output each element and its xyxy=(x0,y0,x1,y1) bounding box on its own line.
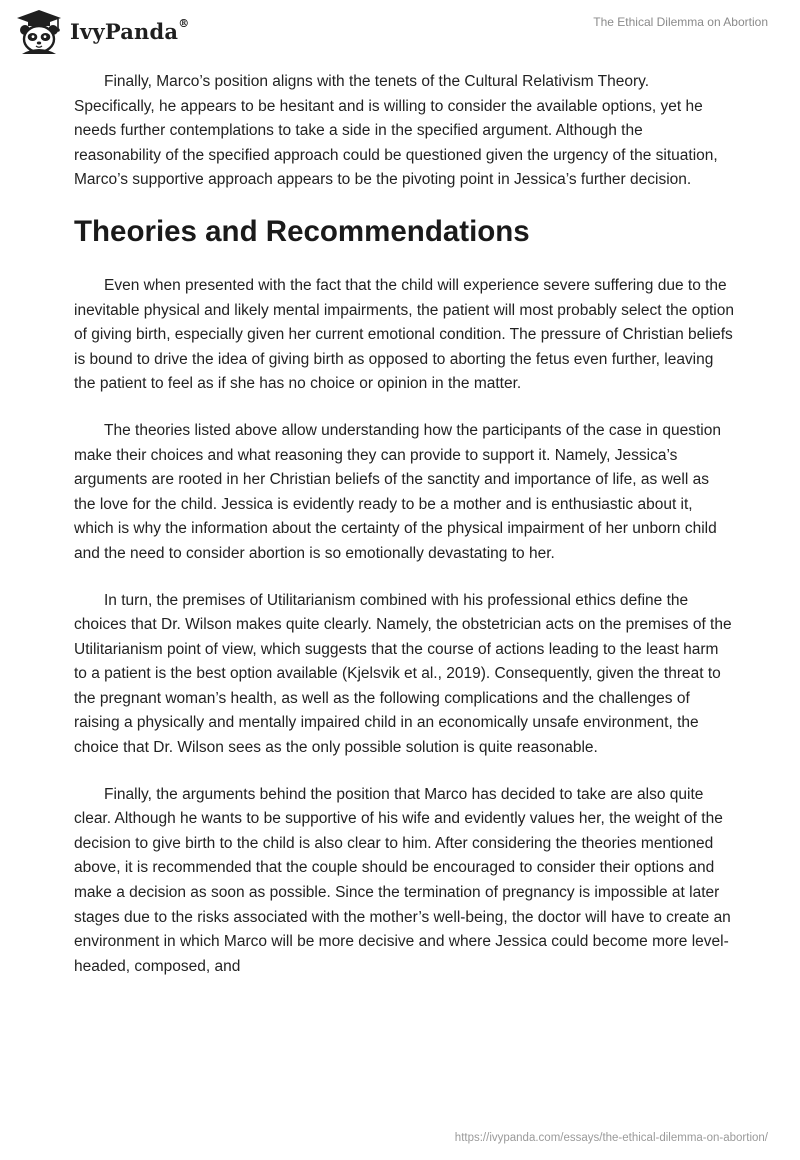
document-title: The Ethical Dilemma on Abortion xyxy=(593,15,768,29)
paragraph-utilitarianism: In turn, the premises of Utilitarianism combined with his professional ethics define the choices that Dr. Wilson makes quite clearly. Namely, the obstetrician acts on the premises of the Utilitarianism point of view, which suggests that the course of actions leading to the least harm to a patient is the best option available (Kjelsvik et al., 2019). Consequently, given the threat to the pregnant woman’s health, as well as the following complications and the challenges of raising a physically and mentally impaired child in an economically unsafe environment, the choice that Dr. Wilson sees as the only possible solution is quite reasonable. xyxy=(74,591,732,757)
ivypanda-logo[interactable] xyxy=(14,8,189,54)
page-header xyxy=(0,0,800,60)
paragraph-jessica-beliefs: The theories listed above allow understanding how the participants of the case in question make their choices and what reasoning they can provide to support it. Namely, Jessica’s arguments are rooted in her Christian beliefs of the sanctity and importance of life, as well as the love for the child. Jessica is evidently ready to be a mother and is enthusiastic about it, which is why the information about the certainty of the physical impairment of her unborn child and the need to consider abortion is so emotionally devastating to her. xyxy=(74,421,721,562)
panda-graduate-icon xyxy=(14,8,64,54)
source-url[interactable]: https://ivypanda.com/essays/the-ethical-dilemma-on-abortion/ xyxy=(454,1132,768,1144)
paragraph-cultural-relativism: Finally, Marco’s position aligns with the tenets of the Cultural Relativism Theory. Specifically, he appears to be hesitant and is willing to consider the available options, yet he needs further contemplations to take a side in the specified argument. Although the reasonability of the specified approach could be questioned given the urgency of the situation, Marco’s supportive approach appears to be the pivoting point in Jessica’s further decision. xyxy=(74,73,718,189)
essay-content xyxy=(74,70,734,1001)
registered-mark: ® xyxy=(178,16,190,30)
section-heading: Theories and Recommendations xyxy=(74,214,530,248)
paragraph-patient-choice: Even when presented with the fact that the child will experience severe suffering due to the inevitable physical and likely mental impairments, the patient will most probably select the option of giving birth, especially given her current emotional condition. The pressure of Christian beliefs is bound to drive the idea of giving birth as opposed to aborting the fetus even further, leaving the patient to feel as if she has no choice or opinion in the matter. xyxy=(74,276,734,393)
brand-name: IvyPanda® xyxy=(70,16,190,44)
paragraph-recommendation: Finally, the arguments behind the position that Marco has decided to take are also quite clear. Although he wants to be supportive of his wife and evidently values her, the weight of the decision to give birth to the child is also clear to him. After considering the theories mentioned above, it is recommended that the couple should be encouraged to consider their options and make a decision as soon as possible. Since the termination of pregnancy is impossible at later stages due to the risks associated with the mother’s well-being, the doctor will have to create an environment in which Marco will be more decisive and where Jessica could become more level-headed, composed, and xyxy=(74,785,731,975)
